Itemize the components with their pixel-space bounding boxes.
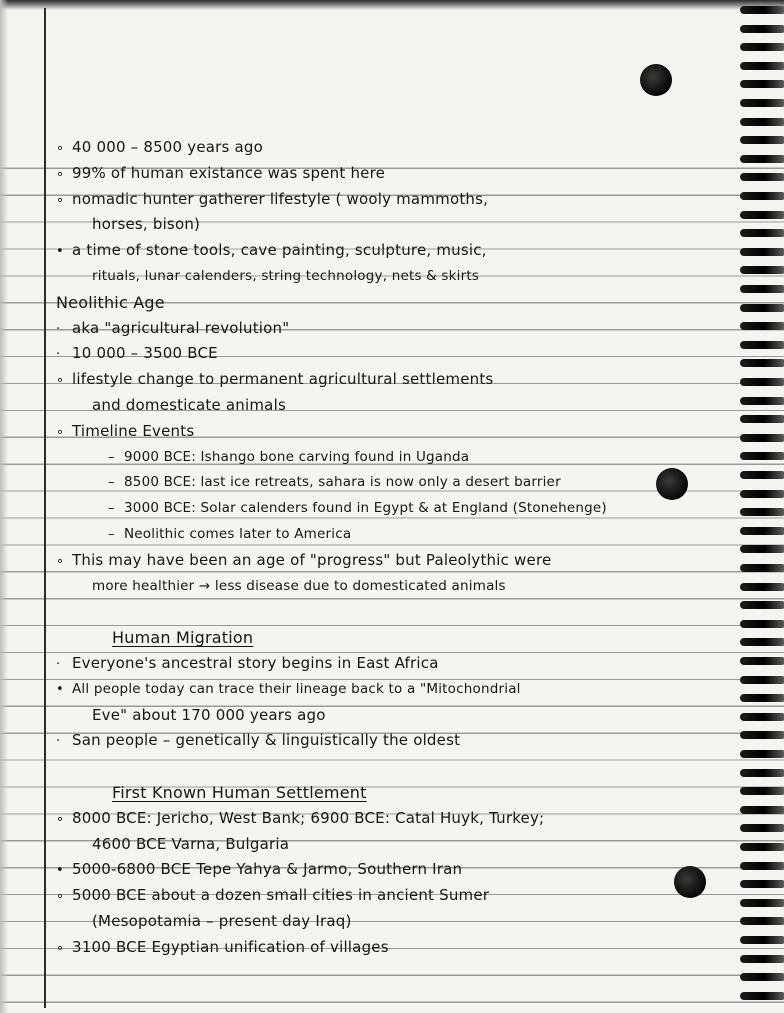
spiral-coil (740, 750, 784, 758)
note-text: more healthier → less disease due to domesticated animals (92, 577, 506, 594)
spiral-coil (740, 564, 784, 572)
spiral-coil (740, 322, 784, 330)
note-line (56, 161, 724, 187)
bullet-marker: • (56, 681, 64, 697)
spiral-coil (740, 266, 784, 274)
note-line (56, 393, 724, 419)
note-line (56, 625, 724, 651)
spiral-coil (740, 304, 784, 312)
bullet-marker: ∘ (56, 141, 65, 156)
note-line (56, 470, 724, 496)
spiral-coil (740, 99, 784, 107)
bullet-marker: ∘ (56, 889, 65, 905)
spiral-coil (740, 676, 784, 684)
note-line (56, 264, 724, 290)
bullet-marker: · (56, 734, 61, 750)
spiral-coil (740, 43, 784, 51)
note-line (56, 883, 724, 909)
spiral-coil (740, 992, 784, 1000)
spiral-coil (740, 824, 784, 832)
spiral-coil (740, 359, 784, 367)
spiral-coil (740, 973, 784, 981)
spiral-coil (740, 248, 784, 256)
spiral-coil (740, 415, 784, 423)
note-line (56, 806, 724, 832)
section-title: Human Migration (112, 628, 254, 648)
note-line (56, 316, 724, 342)
bullet-marker: ∘ (56, 424, 65, 440)
note-line (56, 135, 724, 161)
note-line (56, 651, 724, 677)
bullet-marker: ∘ (56, 553, 65, 569)
note-line (56, 754, 724, 780)
note-text: 8500 BCE: last ice retreats, sahara is now only a desert barrier (124, 474, 561, 491)
note-line (56, 445, 724, 471)
note-text: aka "agricultural revolution" (72, 318, 290, 337)
spiral-coil (740, 787, 784, 795)
note-text: 3000 BCE: Solar calenders found in Egypt & at England (Stonehenge) (124, 500, 607, 517)
note-text: Everyone's ancestral story begins in East Africa (72, 653, 439, 672)
spiral-coil (740, 806, 784, 814)
bullet-marker: · (56, 656, 61, 672)
note-text: 10 000 – 3500 BCE (72, 344, 218, 363)
note-text: 9000 BCE: Ishango bone carving found in Uganda (124, 448, 470, 465)
note-text: (Mesopotamia – present day Iraq) (92, 911, 352, 930)
spiral-coil (740, 434, 784, 442)
note-line (56, 290, 724, 316)
spiral-coil (740, 471, 784, 479)
spiral-coil (740, 80, 784, 88)
bullet-marker: ∘ (56, 940, 65, 956)
bullet-marker: ∘ (56, 373, 65, 389)
spiral-coil (740, 136, 784, 144)
note-text: 99% of human existance was spent here (72, 163, 386, 182)
note-text: horses, bison) (92, 215, 201, 234)
bullet-marker: • (56, 244, 64, 260)
bullet-marker: ∘ (56, 166, 65, 182)
note-line (56, 367, 724, 393)
page-top-edge (0, 0, 784, 10)
note-text: This may have been an age of "progress" but Paleolythic were (72, 550, 552, 569)
note-text: San people – genetically & linguistically the oldest (72, 731, 461, 750)
spiral-coil (740, 229, 784, 237)
note-text: rituals, lunar calenders, string technology, nets & skirts (92, 267, 480, 284)
spiral-coil (740, 880, 784, 888)
note-line (56, 574, 724, 600)
note-text: 4600 BCE Varna, Bulgaria (92, 834, 290, 853)
spiral-coil (740, 545, 784, 553)
note-line (56, 548, 724, 574)
page-left-edge (0, 0, 8, 1013)
spiral-coil (740, 713, 784, 721)
spiral-coil (740, 397, 784, 405)
note-line (56, 187, 724, 213)
spiral-coil (740, 192, 784, 200)
note-text: 5000 BCE about a dozen small cities in ancient Sumer (72, 886, 490, 905)
note-text: and domesticate animals (92, 395, 286, 414)
note-line (56, 728, 724, 754)
note-text: a time of stone tools, cave painting, sculpture, music, (72, 241, 487, 260)
spiral-coil (740, 211, 784, 219)
spiral-coil (740, 769, 784, 777)
spiral-coil (740, 583, 784, 591)
note-text: 8000 BCE: Jericho, West Bank; 6900 BCE: Catal Huyk, Turkey; (72, 808, 545, 827)
bullet-marker: · (56, 321, 61, 337)
note-line (56, 341, 724, 367)
spiral-coil (740, 936, 784, 944)
note-line (56, 496, 724, 522)
note-line (56, 238, 724, 264)
note-text: nomadic hunter gatherer lifestyle ( wooly mammoths, (72, 189, 489, 208)
spiral-coil (740, 378, 784, 386)
spiral-coil (740, 917, 784, 925)
bullet-marker: ∘ (56, 192, 65, 208)
note-line (56, 522, 724, 548)
spiral-coil (740, 155, 784, 163)
note-line (56, 857, 724, 883)
note-text: lifestyle change to permanent agricultural settlements (72, 370, 494, 389)
note-line (56, 599, 724, 625)
bullet-marker: • (56, 863, 64, 879)
spiral-coil (740, 25, 784, 33)
spiral-coil (740, 620, 784, 628)
spiral-binding (720, 0, 784, 1013)
margin-line (44, 8, 46, 1008)
handwritten-notes (56, 135, 724, 961)
note-text: All people today can trace their lineage back to a "Mitochondrial (72, 680, 521, 697)
note-text: 3100 BCE Egyptian unification of villages (72, 937, 389, 956)
note-line (56, 212, 724, 238)
spiral-coil (740, 657, 784, 665)
note-text: Neolithic comes later to America (124, 525, 352, 542)
note-line (56, 419, 724, 445)
note-line (56, 832, 724, 858)
spiral-coil (740, 62, 784, 70)
bullet-marker: – (108, 449, 115, 465)
bullet-marker: – (108, 501, 115, 517)
spiral-coil (740, 527, 784, 535)
note-line (56, 935, 724, 961)
note-text: Timeline Events (72, 421, 195, 440)
spiral-coil (740, 731, 784, 739)
spiral-coil (740, 638, 784, 646)
spiral-coil (740, 6, 784, 14)
bullet-marker: ∘ (56, 811, 65, 827)
note-line (56, 909, 724, 935)
spiral-coil (740, 694, 784, 702)
section-heading: Neolithic Age (56, 292, 165, 312)
note-text: Eve" about 170 000 years ago (92, 705, 326, 724)
spiral-coil (740, 862, 784, 870)
spiral-coil (740, 285, 784, 293)
spiral-coil (740, 508, 784, 516)
spiral-coil (740, 601, 784, 609)
spiral-coil (740, 341, 784, 349)
bullet-marker: – (108, 526, 115, 542)
spiral-coil (740, 490, 784, 498)
bullet-marker: · (56, 347, 61, 363)
spiral-coil (740, 118, 784, 126)
bullet-marker: – (108, 475, 115, 491)
note-line (56, 703, 724, 729)
note-line (56, 780, 724, 806)
note-line (56, 677, 724, 703)
section-title: First Known Human Settlement (112, 782, 367, 802)
spiral-coil (740, 843, 784, 851)
note-text: 40 000 – 8500 years ago (72, 138, 264, 156)
spiral-coil (740, 899, 784, 907)
spiral-coil (740, 173, 784, 181)
punch-hole-top (640, 64, 672, 96)
spiral-coil (740, 955, 784, 963)
note-text: 5000-6800 BCE Tepe Yahya & Jarmo, Southern Iran (72, 860, 463, 879)
spiral-coil (740, 452, 784, 460)
